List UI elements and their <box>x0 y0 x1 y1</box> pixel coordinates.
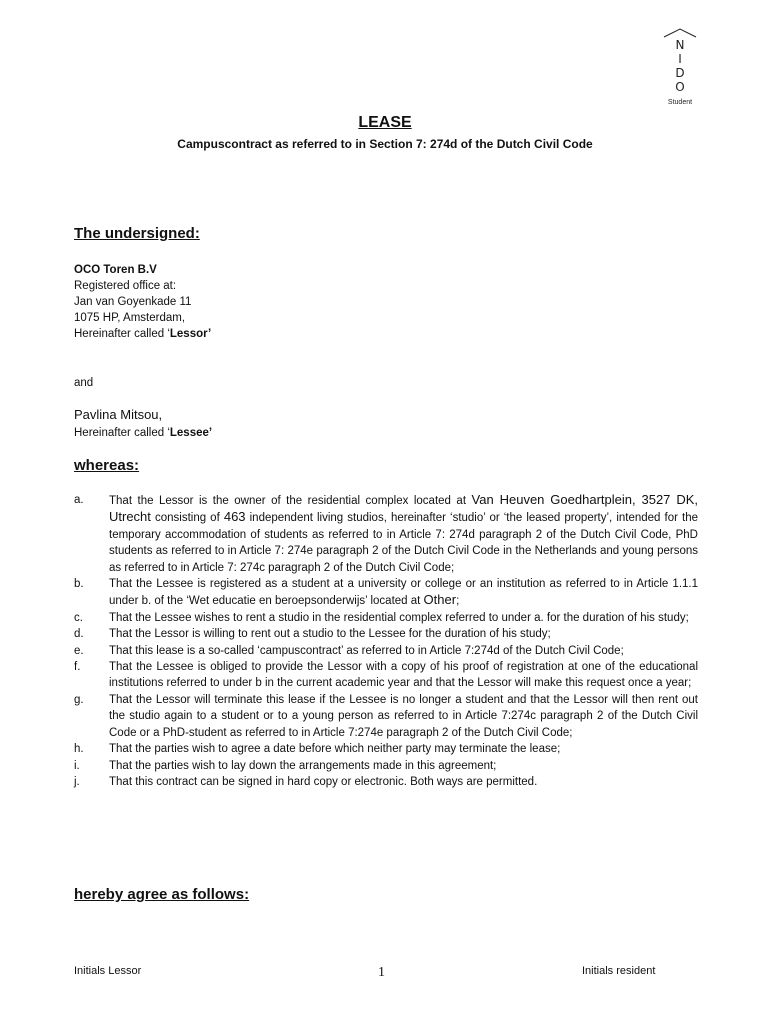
list-marker: g. <box>74 693 84 706</box>
filled-address: Van Heuven Goedhartplein, 3527 DK, Utrecht <box>109 492 698 525</box>
list-marker: d. <box>74 628 84 641</box>
clause-segment: ; <box>456 595 460 608</box>
and-text: and <box>74 377 94 389</box>
list-item <box>74 774 698 790</box>
clause-text: That the parties wish to lay down the arrangements made in this agreement; <box>109 759 497 772</box>
document-title: LEASE <box>358 114 412 131</box>
list-item <box>74 626 698 642</box>
initials-lessor-label: Initials Lessor <box>74 965 142 977</box>
list-item <box>74 610 698 626</box>
undersigned-heading: The undersigned: <box>74 225 200 242</box>
clause-segment: That the Lessee is registered as a student at a university or college or an institution as referred to in Article 1.1.1 under b. of the ‘Wet educatie en beroepsonderwijs’ located at <box>109 578 698 608</box>
list-marker: e. <box>74 644 84 657</box>
lessee-term: Lessee’ <box>169 427 213 439</box>
nido-logo <box>660 28 700 106</box>
lessee-designation <box>74 425 212 441</box>
clause-text: That the Lessor is willing to rent out a studio to the Lessee for the duration of his study; <box>109 628 551 641</box>
list-marker: f. <box>74 661 81 674</box>
clause-text: That this lease is a so-called ‘campuscontract’ as referred to in Article 7:274d of the Dutch Civil Code; <box>109 644 624 657</box>
clause-text <box>109 492 698 576</box>
clause-segment: independent living studios, hereinafter ‘studio’ or ‘the leased property’, intended for the temporary accommodation of students as referred to in Article 7: 274d paragraph 2 of the Dutch Civil Code, PhD students as referred to in Article 7: 274e paragraph 2 of the Dutch Civil Code in the Netherlands and young persons as referred to in Article 7: 274c paragraph 2 of the Dutch Civil Code; <box>109 512 698 574</box>
clause-text: That this contract can be signed in hard copy or electronic. Both ways are permitted. <box>109 775 538 788</box>
lessor-office-label: Registered office at: <box>74 280 177 292</box>
list-item <box>74 692 698 741</box>
list-marker: i. <box>74 759 80 772</box>
clause-segment: consisting of <box>150 512 224 525</box>
document-subtitle: Campuscontract as referred to in Section 7: 274d of the Dutch Civil Code <box>177 137 593 151</box>
logo-subtitle: Student <box>667 99 693 106</box>
list-item <box>74 492 698 576</box>
lessor-designation-prefix: Hereinafter called ‘ <box>74 328 170 340</box>
lessee-name: Pavlina Mitsou, <box>74 407 163 422</box>
list-item <box>74 643 698 659</box>
clause-text: That the parties wish to agree a date before which neither party may terminate the lease; <box>109 743 561 756</box>
list-item <box>74 659 698 692</box>
lessee-designation-prefix: Hereinafter called ‘ <box>74 427 170 439</box>
list-item <box>74 741 698 757</box>
clause-text: That the Lessor will terminate this lease if the Lessee is no longer a student and that the Lessor will then rent out the studio again to a student or to a young person as referred to in Article 7:274c paragraph 2 of the Dutch Civil Code or a PhD-student as referred to in Article 7:274e paragraph 2 of the Dutch Civil Code; <box>109 693 698 739</box>
lessor-term: Lessor’ <box>169 328 212 340</box>
clause-text <box>109 576 698 610</box>
clause-segment: That the Lessor is the owner of the residential complex located at <box>109 495 472 507</box>
clause-text: That the Lessee is obliged to provide the Lessor with a copy of his proof of registration at one of the educational institutions referred to under b in the current academic year and that the Lessor will make this request once a year; <box>109 661 698 690</box>
list-marker: a. <box>74 494 84 506</box>
filled-studio-count: 463 <box>223 509 246 525</box>
logo-line-2: D O <box>675 66 691 94</box>
list-item <box>74 758 698 774</box>
list-marker: c. <box>74 611 83 624</box>
lessor-name: OCO Toren B.V <box>74 264 157 276</box>
lessor-city: 1075 HP, Amsterdam, <box>74 312 186 324</box>
lessor-designation <box>74 326 211 342</box>
list-item <box>74 576 698 610</box>
lessor-street: Jan van Goyenkade 11 <box>74 296 192 308</box>
list-marker: h. <box>74 743 84 756</box>
filled-institution: Other <box>423 592 457 608</box>
agree-heading: hereby agree as follows: <box>74 886 250 903</box>
whereas-list <box>74 492 698 790</box>
logo-line-1: N I <box>675 38 691 66</box>
clause-text: That the Lessee wishes to rent a studio in the residential complex referred to under a. for the duration of his study; <box>109 611 689 624</box>
list-marker: j. <box>74 775 80 788</box>
initials-resident-label: Initials resident <box>582 965 656 977</box>
house-roof-icon <box>663 28 697 38</box>
list-marker: b. <box>74 578 84 591</box>
page-number: 1 <box>378 965 385 980</box>
whereas-heading: whereas: <box>74 457 140 474</box>
